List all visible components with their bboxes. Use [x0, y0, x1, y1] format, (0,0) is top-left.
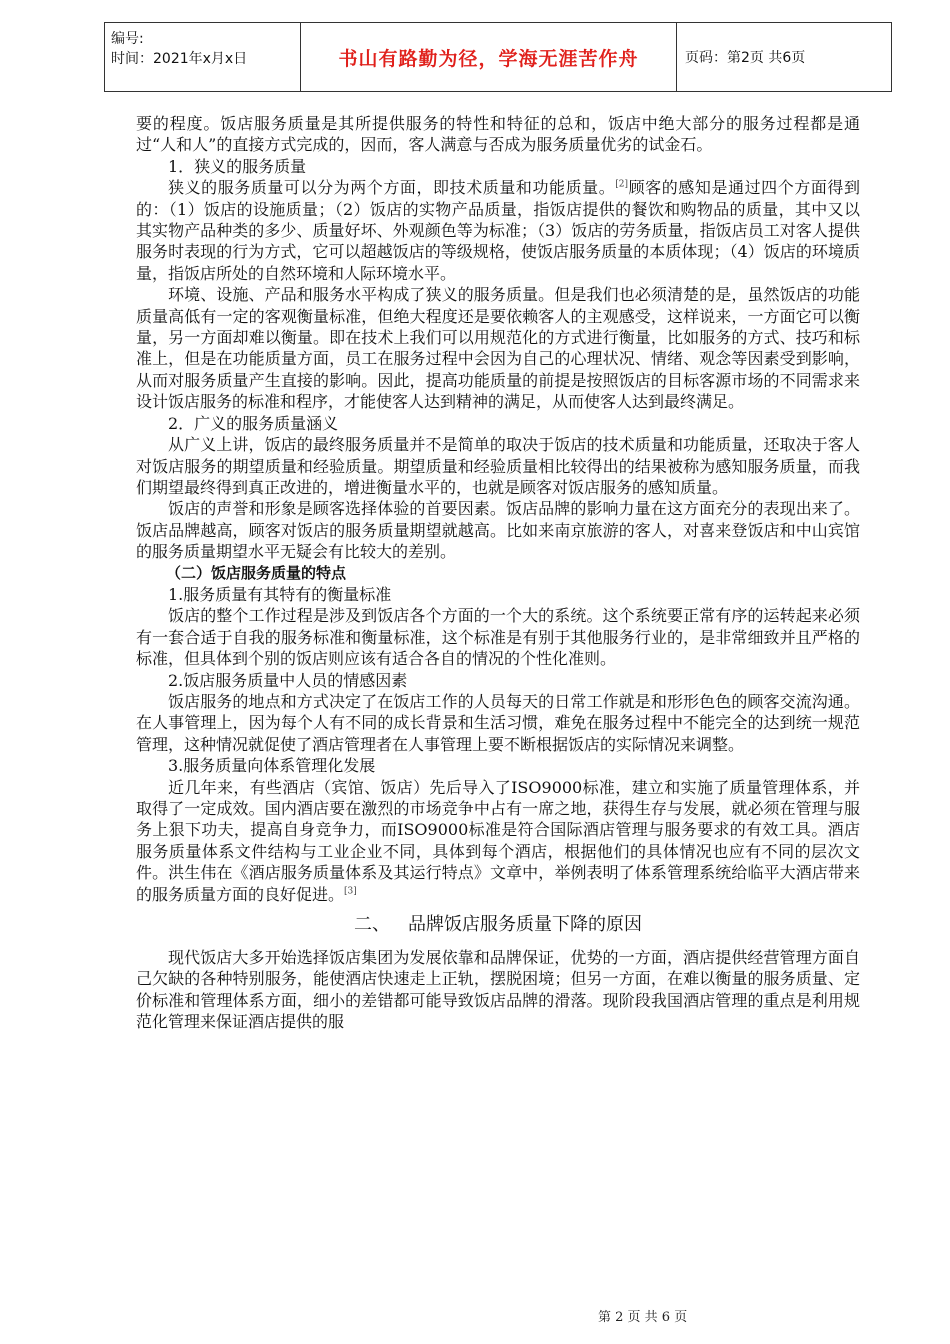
section-heading: 2.饭店服务质量中人员的情感因素	[168, 670, 408, 690]
paragraph-text: 顾客的感知是通过四个方面得到的：（1）饭店的设施质量；（2）饭店的实物产品质量，指饭店提供的餐饮和购物品的质量，其中又以其实物产品种类的多少、质量好坏、外观颜色等为标准；（3）饭店的劳务质量，指饭店员工对客人提供服务时表现的行为方式，它可以超越饭店的等级规格，使饭店服务质量的本质体现；（4）饭店的环境质量，指饭店所处的自然环境和人际环境水平。	[136, 178, 860, 283]
paragraph: 从广义上讲，饭店的最终服务质量并不是简单的取决于饭店的技术质量和功能质量，还取决于客人对饭店服务的期望质量和经验质量。期望质量和经验质量相比较得出的结果被称为感知服务质量，而我们期望最终得到真正改进的，增进衡量水平的，也就是顾客对饭店服务的感知质量。	[136, 435, 860, 497]
paragraph-text: 近几年来，有些酒店（宾馆、饭店）先后导入了ISO9000标准，建立和实施了质量管理体系，并取得了一定成效。国内酒店要在激烈的市场竞争中占有一席之地，获得生存与发展，就必须在管理与服务上狠下功夫，提高自身竞争力，而ISO9000标准是符合国际酒店管理与服务要求的有效工具。酒店服务质量体系文件结构与工业企业不同，具体到每个酒店，根据他们的具体情况也应有不同的层次文件。洪生伟在《酒店服务质量体系及其运行特点》文章中，举例表明了体系管理系统给临平大酒店带来的服务质量方面的良好促进。	[136, 777, 860, 904]
chapter-title: 品牌饭店服务质量下降的原因	[408, 914, 642, 936]
paragraph: 环境、设施、产品和服务水平构成了狭义的服务质量。但是我们也必须清楚的是，虽然饭店的功能质量高低有一定的客观衡量标准，但绝大程度还是要依赖客人的主观感受，这样说来，一方面它可以衡量，另一方面却难以衡量。即在技术上我们可以用规范化的方式进行衡量，比如服务的方式、技巧和标准上，但是在功能质量方面，员工在服务过程中会因为自己的心理状况、情绪、观念等因素受到影响，从而对服务质量产生直接的影响。因此，提高功能质量的前提是按照饭店的目标客源市场的不同需求来设计饭店服务的标准和程序，才能使客人达到精神的满足，从而使客人达到最终满足。	[136, 285, 860, 412]
paragraph	[136, 777, 860, 905]
paragraph: 现代饭店大多开始选择饭店集团为发展依靠和品牌保证，优势的一方面，酒店提供经营管理方面自己欠缺的各种特别服务，能使酒店快速走上正轨，摆脱困境；但另一方面，在难以衡量的服务质量、定价标准和管理体系方面，细小的差错都可能导致饭店品牌的滑落。现阶段我国酒店管理的重点是利用规范化管理来保证酒店提供的服	[136, 948, 860, 1032]
section-heading: 2．广义的服务质量涵义	[168, 413, 339, 433]
chapter-heading	[136, 913, 860, 937]
section-heading: 1．狭义的服务质量	[168, 156, 307, 176]
subsection-heading: （二）饭店服务质量的特点	[166, 563, 347, 582]
paragraph	[136, 177, 860, 284]
time-label: 时间：2021年x月x日	[111, 51, 248, 67]
paragraph: 饭店服务的地点和方式决定了在饭店工作的人员每天的日常工作就是和形形色色的顾客交流沟通。在人事管理上，因为每个人有不同的成长背景和生活习惯，难免在服务过程中不能完全的达到统一规范管理，这种情况就促使了酒店管理者在人事管理上要不断根据饭店的实际情况来调整。	[136, 691, 860, 754]
paragraph: 要的程度。饭店服务质量是其所提供服务的特性和特征的总和，饭店中绝大部分的服务过程都是通过“人和人”的直接方式完成的，因而，客人满意与否成为服务质量优劣的试金石。	[136, 114, 860, 155]
citation-ref: [2]	[615, 179, 629, 190]
citation-ref: [3]	[344, 886, 357, 897]
header-meta-cell	[105, 23, 301, 91]
code-label: 编号:	[111, 31, 144, 47]
page-header	[104, 22, 892, 92]
paragraph: 饭店的声誉和形象是顾客选择体验的首要因素。饭店品牌的影响力量在这方面充分的表现出来了。饭店品牌越高，顾客对饭店的服务质量期望就越高。比如来南京旅游的客人，对喜来登饭店和中山宾馆的服务质量期望水平无疑会有比较大的差别。	[136, 499, 860, 562]
page-footer: 第 2 页 共 6 页	[598, 1310, 688, 1325]
header-page-info: 页码：第2页 共6页	[685, 50, 806, 66]
section-heading: 1.服务质量有其特有的衡量标准	[168, 584, 392, 604]
paragraph-text: 狭义的服务质量可以分为两个方面，即技术质量和功能质量。	[168, 178, 616, 198]
section-heading: 3.服务质量向体系管理化发展	[168, 756, 376, 776]
header-motto: 书山有路勤为径，学海无涯苦作舟	[301, 23, 677, 91]
paragraph: 饭店的整个工作过程是涉及到饭店各个方面的一个大的系统。这个系统要正常有序的运转起来必须有一套合适于自我的服务标准和衡量标准，这个标准是有别于其他服务行业的，是非常细致并且严格的标准，但具体到个别的饭店则应该有适合各自的情况的个性化准则。	[136, 606, 860, 669]
chapter-number: 二、	[354, 914, 390, 936]
document-body	[136, 113, 860, 1033]
